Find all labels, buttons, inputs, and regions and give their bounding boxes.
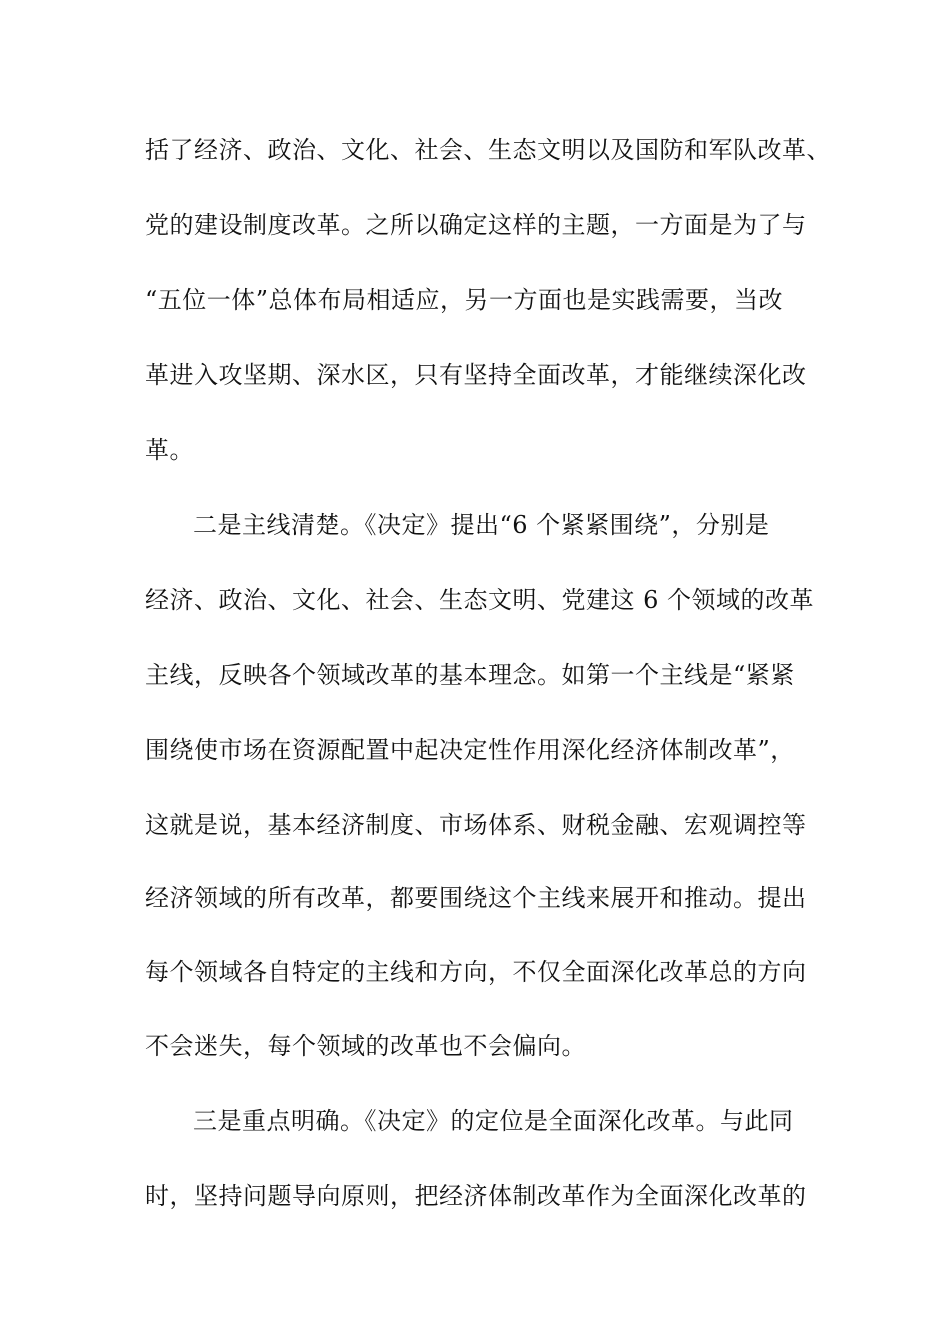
text-line: 革。 — [145, 436, 194, 464]
paragraph-start-line: 三是重点明确。《决定》的定位是全面深化改革。与此同 — [193, 1107, 794, 1135]
text-line: 经济领域的所有改革，都要围绕这个主线来展开和推动。提出 — [145, 884, 807, 912]
text-line: 革进入攻坚期、深水区，只有坚持全面改革，才能继续深化改 — [145, 361, 807, 389]
text-line: 围绕使市场在资源配置中起决定性作用深化经济体制改革”， — [145, 736, 795, 764]
text-line: 时，坚持问题导向原则，把经济体制改革作为全面深化改革的 — [145, 1182, 807, 1210]
text-line: 经济、政治、文化、社会、生态文明、党建这 6 个领域的改革 — [145, 586, 815, 614]
text-line: 主线，反映各个领域改革的基本理念。如第一个主线是“紧紧 — [145, 661, 795, 689]
text-line: “五位一体”总体布局相适应，另一方面也是实践需要，当改 — [145, 286, 784, 314]
text-line: 党的建设制度改革。之所以确定这样的主题，一方面是为了与 — [145, 211, 807, 239]
text-line: 每个领域各自特定的主线和方向，不仅全面深化改革总的方向 — [145, 958, 807, 986]
paragraph-start-line: 二是主线清楚。《决定》提出“6 个紧紧围绕”，分别是 — [193, 511, 770, 539]
text-line: 这就是说，基本经济制度、市场体系、财税金融、宏观调控等 — [145, 811, 807, 839]
text-line: 括了经济、政治、文化、社会、生态文明以及国防和军队改革、 — [145, 136, 831, 164]
text-line: 不会迷失，每个领域的改革也不会偏向。 — [145, 1032, 586, 1060]
